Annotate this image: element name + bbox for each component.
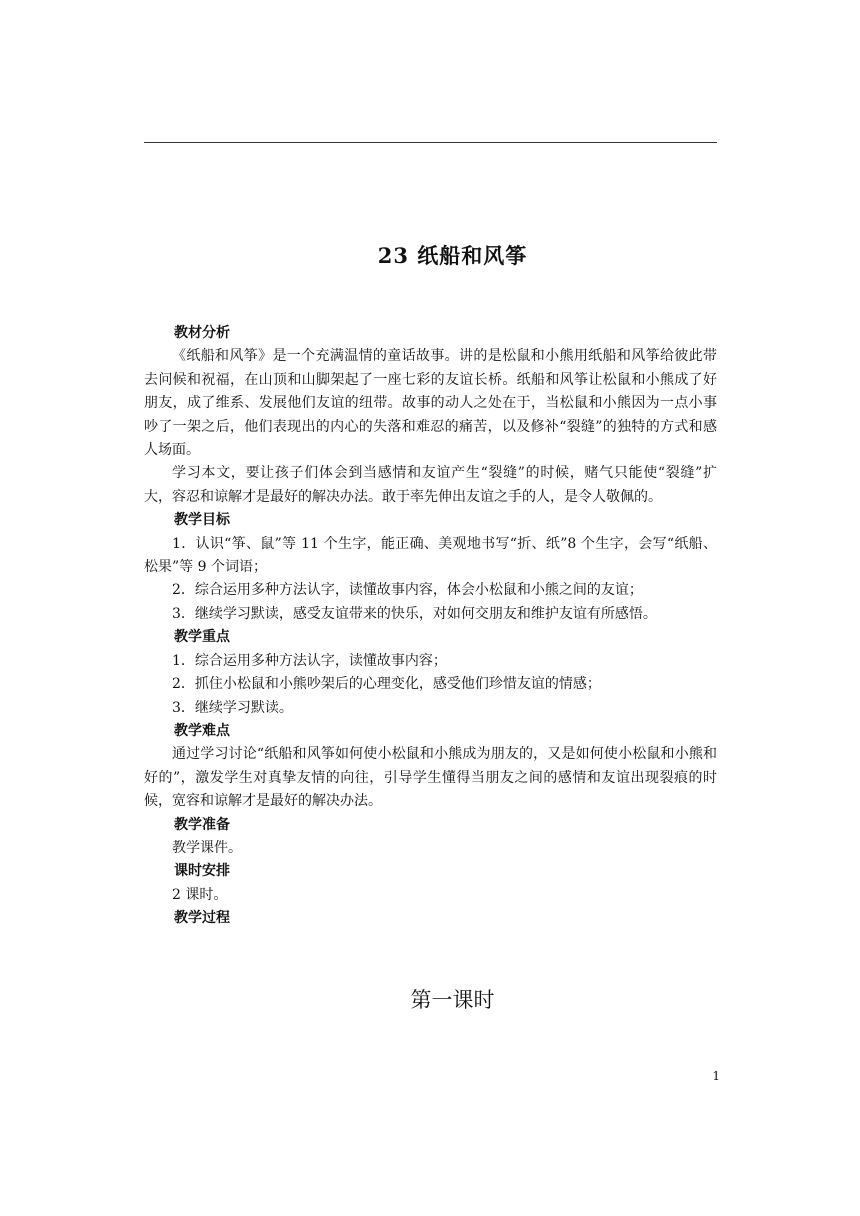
page-number: 1 <box>712 1069 720 1083</box>
document-body <box>144 322 717 931</box>
lesson-title: 第一课时 <box>410 988 495 1012</box>
heading-schedule: 课时安排 <box>174 863 230 880</box>
focus-item: 3．继续学习默读。 <box>172 699 293 716</box>
goal-item: 2．综合运用多种方法认字，读懂故事内容，体会小松鼠和小熊之间的友谊； <box>172 582 643 599</box>
goal-item: 1．认识“筝、鼠”等 11 个生字，能正确、美观地书写“折、纸”8 个生字，会写“纸船、松果”等 9 个词语； <box>144 535 717 576</box>
difficulty-paragraph: 通过学习讨论“纸船和风筝如何使小松鼠和小熊成为朋友的，又是如何使小松鼠和小熊和好的”，激发学生对真挚友情的向往，引导学生懂得当朋友之间的感情和友谊出现裂痕的时候，宽容和谅解才是最好的解决办法。 <box>144 746 717 810</box>
heading-focus: 教学重点 <box>174 629 230 646</box>
heading-analysis: 教材分析 <box>174 325 230 341</box>
focus-item: 1．综合运用多种方法认字，读懂故事内容； <box>172 652 447 669</box>
heading-process: 教学过程 <box>174 910 230 927</box>
analysis-paragraph-2: 学习本文，要让孩子们体会到当感情和友谊产生“裂缝”的时候，赌气只能使“裂缝”扩大，容忍和谅解才是最好的解决办法。敢于率先伸出友谊之手的人，是令人敬佩的。 <box>144 465 717 505</box>
page-title: 23 纸船和风筝 <box>377 243 528 268</box>
focus-item: 2．抓住小松鼠和小熊吵架后的心理变化，感受他们珍惜友谊的情感； <box>172 676 601 693</box>
header-rule <box>144 142 717 143</box>
heading-difficulty: 教学难点 <box>174 722 230 739</box>
prep-text: 教学课件。 <box>172 839 242 856</box>
heading-prep: 教学准备 <box>174 816 230 833</box>
goal-item: 3．继续学习默读，感受友谊带来的快乐，对如何交朋友和维护友谊有所感悟。 <box>172 605 657 622</box>
heading-goals: 教学目标 <box>174 512 230 529</box>
analysis-paragraph-1: 《纸船和风筝》是一个充满温情的童话故事。讲的是松鼠和小熊用纸船和风筝给彼此带去问候和祝福，在山顶和山脚架起了一座七彩的友谊长桥。纸船和风筝让松鼠和小熊成了好朋友，成了维系、发展他们友谊的纽带。故事的动人之处在于，当松鼠和小熊因为一点小事吵了一架之后，他们表现出的内心的失落和难忍的痛苦，以及修补“裂缝”的独特的方式和感人场面。 <box>144 348 717 459</box>
schedule-text: 2 课时。 <box>172 886 228 903</box>
